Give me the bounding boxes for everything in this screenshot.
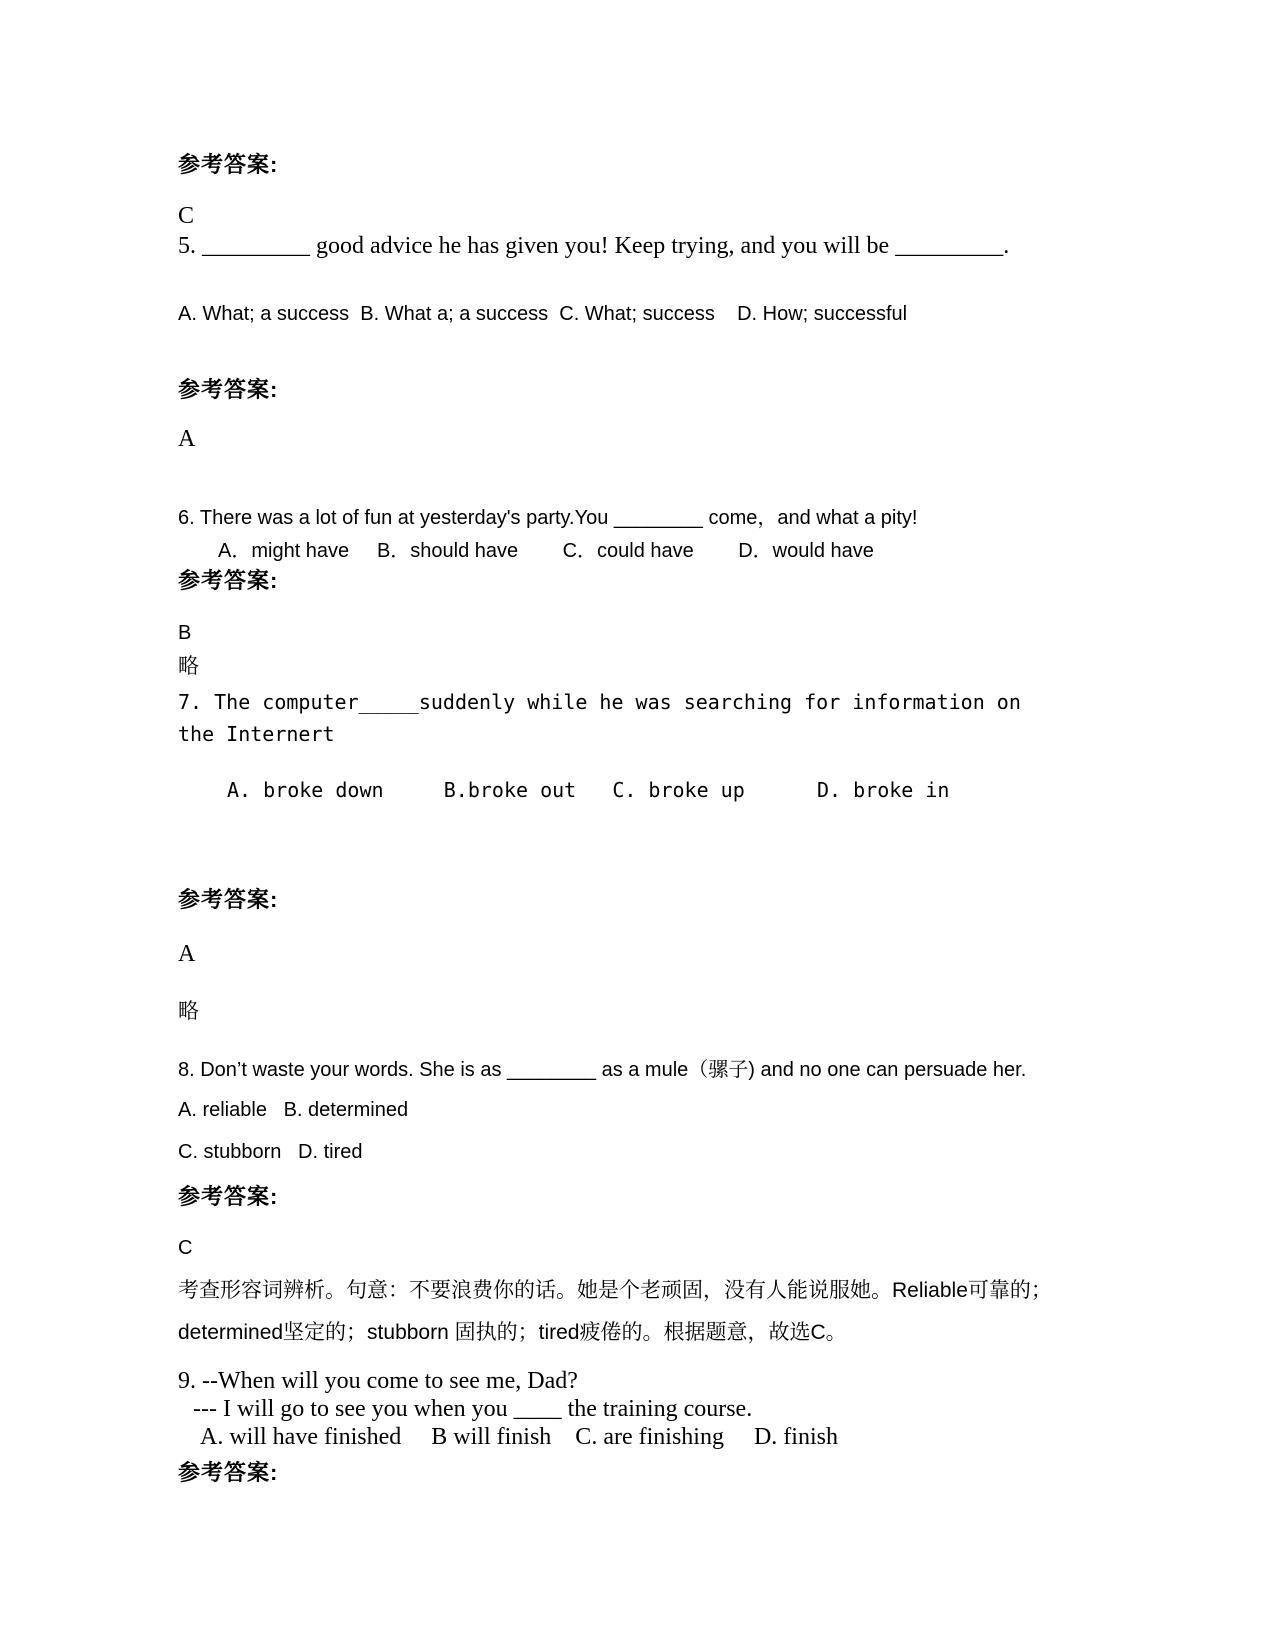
answer-value-q8: C [178, 1237, 193, 1259]
answer-heading-q6: 参考答案: [178, 568, 279, 593]
question-9-text-line1: 9. --When will you come to see me, Dad? [178, 1368, 578, 1394]
question-5-text: 5. _________ good advice he has given you! Keep trying, and you will be _________. [178, 233, 1010, 259]
answer-heading-q4: 参考答案: [178, 152, 279, 177]
answer-value-q5: A [178, 426, 196, 452]
omitted-note-q6: 略 [178, 654, 199, 678]
question-8-explanation: 考查形容词辨析。句意：不要浪费你的话。她是个老顽固，没有人能说服她。Reliable可靠的；determined坚定的；stubborn 固执的；tired疲倦的。根据题意，故选C。 [178, 1279, 1052, 1344]
answer-heading-q5: 参考答案: [178, 377, 279, 402]
question-6-text: 6. There was a lot of fun at yesterday's party.You ________ come，and what a pity! [178, 507, 918, 529]
question-8-options-line2: C. stubborn D. tired [178, 1141, 363, 1163]
question-6-options: A．might have B．should have C．could have D．would have [218, 540, 874, 562]
answer-heading-q8: 参考答案: [178, 1184, 279, 1209]
omitted-note-q7: 略 [178, 999, 199, 1023]
question-9-text-line2: --- I will go to see you when you ____ the training course. [193, 1396, 753, 1422]
question-7-text: 7. The computer_____suddenly while he was searching for information on the Internert [178, 690, 1033, 746]
answer-value-q7: A [178, 941, 196, 967]
question-5-options: A. What; a success B. What a; a success C. What; success D. How; successful [178, 303, 908, 325]
answer-value-q6: B [178, 622, 192, 644]
question-7-options: A. broke down B.broke out C. broke up D. broke in [227, 778, 950, 802]
question-8-text: 8. Don’t waste your words. She is as ________ as a mule（骡子) and no one can persuade her. [178, 1059, 1027, 1081]
answer-heading-q9: 参考答案: [178, 1460, 279, 1485]
question-8-options-line1: A. reliable B. determined [178, 1099, 409, 1121]
question-9-options: A. will have finished B will finish C. are finishing D. finish [200, 1424, 838, 1450]
answer-heading-q7: 参考答案: [178, 887, 279, 912]
answer-value-q4: C [178, 203, 195, 229]
